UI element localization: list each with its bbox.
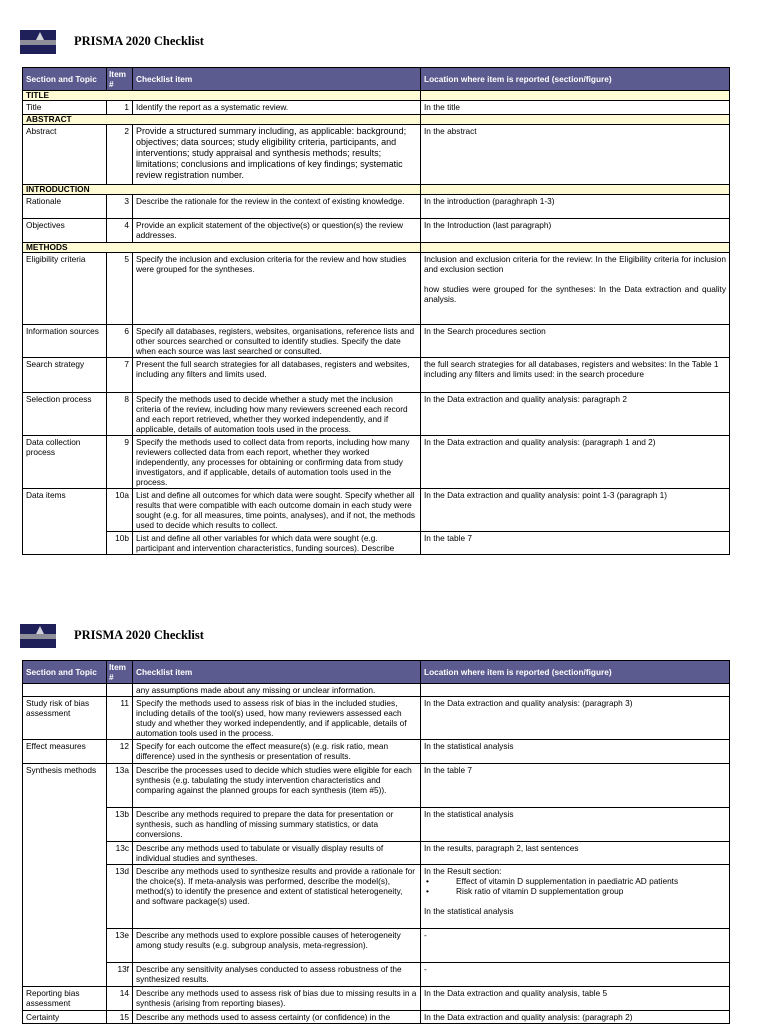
page-title: PRISMA 2020 Checklist xyxy=(74,628,204,642)
table-row: Selection process 8 Specify the methods used to decide whether a study met the inclusion criteria of the review, including how many reviewers screened each record and each report retrieved, whether they worked independently, and if applicable, details of automation tools used in the process. In the Data extraction and quality analysis: paragraph 2 xyxy=(23,393,730,436)
bullet-item: • Effect of vitamin D supplementation in paediatric AD patients xyxy=(424,876,726,886)
table-row: Objectives 4 Provide an explicit statement of the objective(s) or question(s) the review addresses. In the Introduction (last paragraph) xyxy=(23,219,730,243)
table-header-row xyxy=(23,68,730,91)
table-header-row xyxy=(23,661,730,684)
table-row: Synthesis methods 13a Describe the processes used to decide which studies were eligible for each synthesis (e.g. tabulating the study intervention characteristics and comparing against the planned groups for each synthesis (item #5)). In the table 7 xyxy=(23,764,730,808)
table-row: Reporting bias assessment 14 Describe any methods used to assess risk of bias due to missing results in a synthesis (arising from reporting biases). In the Data extraction and quality analysis, table 5 xyxy=(23,987,730,1011)
table-row: 13c Describe any methods used to tabulate or visually display results of individual studies and syntheses. In the results, paragraph 2, last sentences xyxy=(23,842,730,865)
table-row: Title 1 Identify the report as a systematic review. In the title xyxy=(23,101,730,115)
table-row: Certainty 15 Describe any methods used to assess certainty (or confidence) in the In the Data extraction and quality analysis: (paragraph 2) xyxy=(23,1011,730,1024)
col-header-num: Item # xyxy=(107,661,133,684)
page1-header xyxy=(20,30,620,60)
table-row: Information sources 6 Specify all databases, registers, websites, organisations, reference lists and other sources searched or consulted to identify studies. Specify the date when each source was last searched or consulted. In the Search procedures section xyxy=(23,325,730,358)
col-header-item: Checklist item xyxy=(133,661,421,684)
col-header-location: Location where item is reported (section/figure) xyxy=(421,68,730,91)
col-header-section: Section and Topic xyxy=(23,68,107,91)
table-row: Rationale 3 Describe the rationale for the review in the context of existing knowledge. In the introduction (paraghraph 1-3) xyxy=(23,195,730,219)
col-header-location: Location where item is reported (section/figure) xyxy=(421,661,730,684)
col-header-item: Checklist item xyxy=(133,68,421,91)
prisma-logo-icon xyxy=(20,30,56,54)
table-row: Search strategy 7 Present the full search strategies for all databases, registers and websites, including any filters and limits used. the full search strategies for all databases, registers and websites: In the Table 1 including any filters and limits used: in the search procedure xyxy=(23,358,730,393)
col-header-section: Section and Topic xyxy=(23,661,107,684)
page-title: PRISMA 2020 Checklist xyxy=(74,34,204,48)
col-header-num: Item # xyxy=(107,68,133,91)
table-row: Effect measures 12 Specify for each outcome the effect measure(s) (e.g. risk ratio, mean difference) used in the synthesis or presentation of results. In the statistical analysis xyxy=(23,740,730,764)
bullet-item: • Risk ratio of vitamin D supplementation group xyxy=(424,886,726,896)
table-row: Eligibility criteria 5 Specify the inclusion and exclusion criteria for the review and how studies were grouped for the syntheses. Inclusion and exclusion criteria for the review: In the Eligibility criteria for inclusion and exclusion section how studies were grouped for the syntheses: In the Data extraction and quality analysis. xyxy=(23,253,730,325)
table-row: Study risk of bias assessment 11 Specify the methods used to assess risk of bias in the included studies, including details of the tool(s) used, how many reviewers assessed each study and whether they worked independently, and if applicable, details of automation tools used in the process. In the Data extraction and quality analysis: (paragraph 3) xyxy=(23,697,730,740)
table-row: 13f Describe any sensitivity analyses conducted to assess robustness of the synthesized results. - xyxy=(23,963,730,987)
section-row-abstract: ABSTRACT xyxy=(23,115,730,125)
table-row: Data items 10a List and define all outcomes for which data were sought. Specify whether all results that were compatible with each outcome domain in each study were sought (e.g. for all measures, time points, analyses), and if not, the methods used to decide which results to collect. In the Data extraction and quality analysis: point 1-3 (paragraph 1) xyxy=(23,489,730,532)
table-row: 10b List and define all other variables for which data were sought (e.g. participant and intervention characteristics, funding sources). Describe In the table 7 xyxy=(23,532,730,555)
section-row-title: TITLE xyxy=(23,91,730,101)
table-row: Abstract 2 Provide a structured summary including, as applicable: background; objectives; data sources; study eligibility criteria, participants, and interventions; study appraisal and synthesis methods; results; limitations; conclusions and implications of key findings; systematic review registration number. In the abstract xyxy=(23,125,730,185)
table-row: Data collection process 9 Specify the methods used to collect data from reports, including how many reviewers collected data from each report, whether they worked independently, any processes for obtaining or confirming data from study investigators, and if applicable, details of automation tools used in the process. In the Data extraction and quality analysis: (paragraph 1 and 2) xyxy=(23,436,730,489)
section-row-methods: METHODS xyxy=(23,243,730,253)
section-row-introduction: INTRODUCTION xyxy=(23,185,730,195)
table-row: any assumptions made about any missing or unclear information. xyxy=(23,684,730,697)
table-row: 13e Describe any methods used to explore possible causes of heterogeneity among study results (e.g. subgroup analysis, meta-regression). - xyxy=(23,929,730,963)
table-row: 13d Describe any methods used to synthesize results and provide a rationale for the choice(s). If meta-analysis was performed, describe the model(s), method(s) to identify the presence and extent of statistical heterogeneity, and software package(s) used. In the Result section: • Effect of vitamin D supplementation in paediatric AD patients • Risk ratio of vitamin D supplementation group In the statistical analysis xyxy=(23,865,730,929)
table-row: 13b Describe any methods required to prepare the data for presentation or synthesis, such as handling of missing summary statistics, or data conversions. In the statistical analysis xyxy=(23,808,730,842)
prisma-logo-icon xyxy=(20,624,56,648)
checklist-table-page2 xyxy=(22,660,730,1024)
checklist-table-page1 xyxy=(22,67,730,555)
page2-header xyxy=(20,624,620,654)
